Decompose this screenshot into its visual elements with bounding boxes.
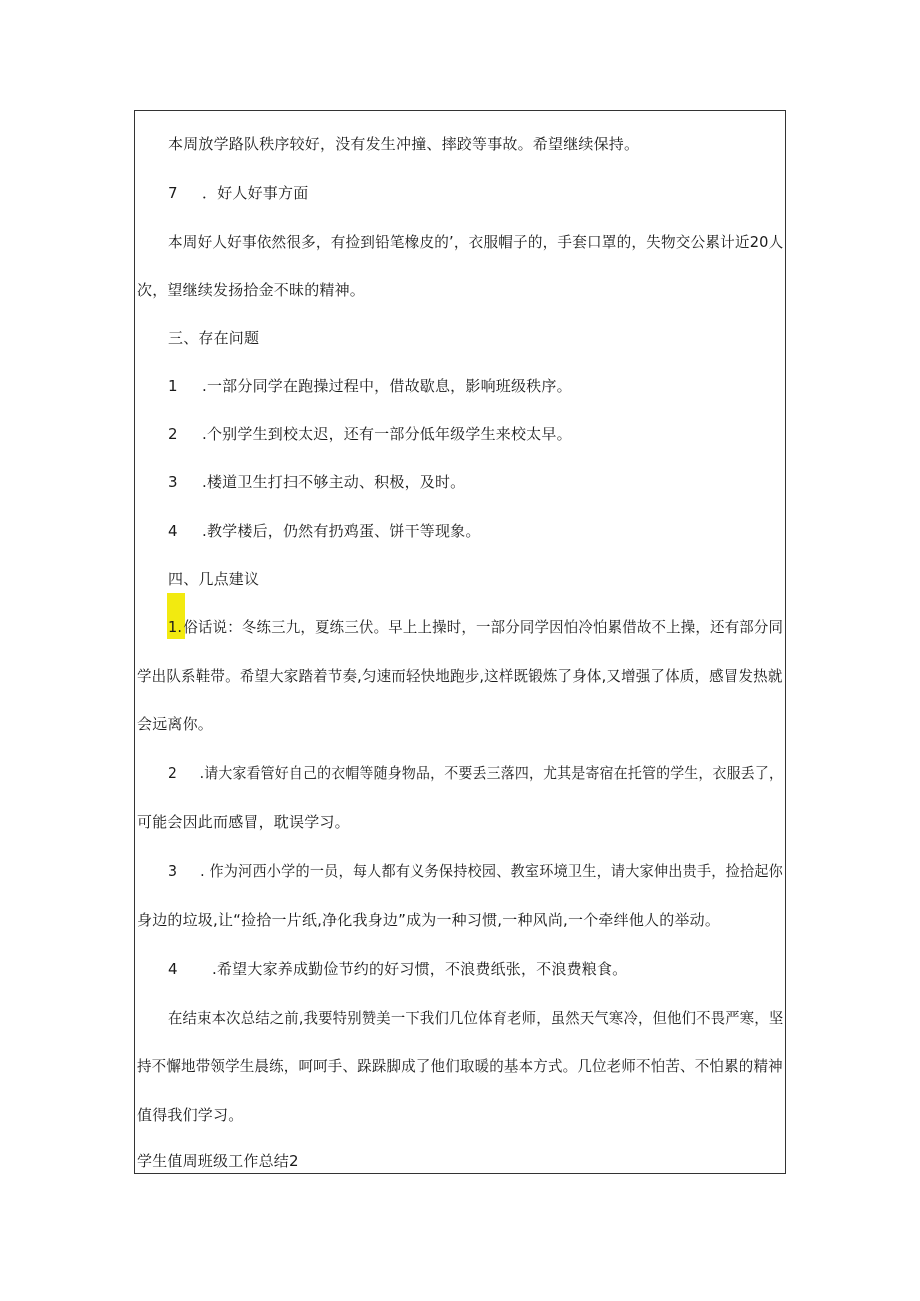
list-number: 2 bbox=[168, 425, 178, 443]
list-item: 4 .教学楼后，仍然有扔鸡蛋、饼干等现象。 bbox=[168, 522, 481, 540]
list-number: 1. bbox=[168, 618, 183, 636]
paragraph-line: 次，望继续发扬拾金不昧的精神。 bbox=[137, 281, 366, 299]
list-item: 3 .楼道卫生打扫不够主动、积极，及时。 bbox=[168, 473, 466, 491]
list-item: 2 .请大家看管好自己的衣帽等随身物品，不要丢三落四，尤其是寄宿在托管的学生，衣服丢了， bbox=[168, 764, 784, 782]
paragraph-line: 学出队系鞋带。希望大家踏着节奏,匀速而轻快地跑步,这样既锻炼了身体,又增强了体质，感冒发热就 bbox=[137, 667, 783, 685]
list-number: 3 bbox=[168, 862, 178, 880]
paragraph-line: 本周放学路队秩序较好，没有发生冲撞、摔跤等事故。希望继续保持。 bbox=[168, 135, 640, 153]
paragraph-line: 可能会因此而感冒，耽误学习。 bbox=[137, 813, 350, 831]
list-item: 4 .希望大家养成勤俭节约的好习惯，不浪费纸张，不浪费粮食。 bbox=[168, 960, 628, 978]
list-number: 7 bbox=[168, 184, 178, 202]
paragraph-line: 会远离你。 bbox=[137, 715, 214, 733]
paragraph-line: 持不懈地带领学生晨练，呵呵手、跺跺脚成了他们取暖的基本方式。几位老师不怕苦、不怕累的精神 bbox=[137, 1057, 783, 1075]
list-item: 2 .个别学生到校太迟，还有一部分低年级学生来校太早。 bbox=[168, 425, 572, 443]
list-number: 4 bbox=[168, 960, 178, 978]
section-heading: 7 ．好人好事方面 bbox=[168, 184, 309, 202]
list-item: 1 .一部分同学在跑操过程中，借故歇息，影响班级秩序。 bbox=[168, 377, 572, 395]
paragraph-line: 值得我们学习。 bbox=[137, 1106, 244, 1124]
section-heading: 四、几点建议 bbox=[168, 570, 260, 588]
paragraph-line: 在结束本次总结之前,我要特别赞美一下我们几位体育老师，虽然天气寒冷，但他们不畏严寒，坚 bbox=[168, 1009, 784, 1027]
list-number: 3 bbox=[168, 473, 178, 491]
list-number: 2 bbox=[168, 764, 178, 782]
list-item: 1.俗话说：冬练三九，夏练三伏。早上上操时，一部分同学因怕冷怕累借故不上操，还有部分同 bbox=[168, 618, 784, 636]
list-item: 3 . 作为河西小学的一员，每人都有义务保持校园、教室环境卫生，请大家伸出贵手，捡拾起你 bbox=[168, 862, 783, 880]
paragraph-line: 身边的垃圾,让“捡拾一片纸,净化我身边”成为一种习惯,一种风尚,一个牵绊他人的举动。 bbox=[137, 911, 721, 929]
paragraph-line: 本周好人好事依然很多，有捡到铅笔橡皮的’，衣服帽子的，手套口罩的，失物交公累计近20人 bbox=[168, 233, 784, 251]
section-heading: 三、存在问题 bbox=[168, 329, 260, 347]
document-title: 学生值周班级工作总结2 bbox=[137, 1152, 299, 1170]
list-number: 4 bbox=[168, 522, 178, 540]
list-number: 1 bbox=[168, 377, 178, 395]
